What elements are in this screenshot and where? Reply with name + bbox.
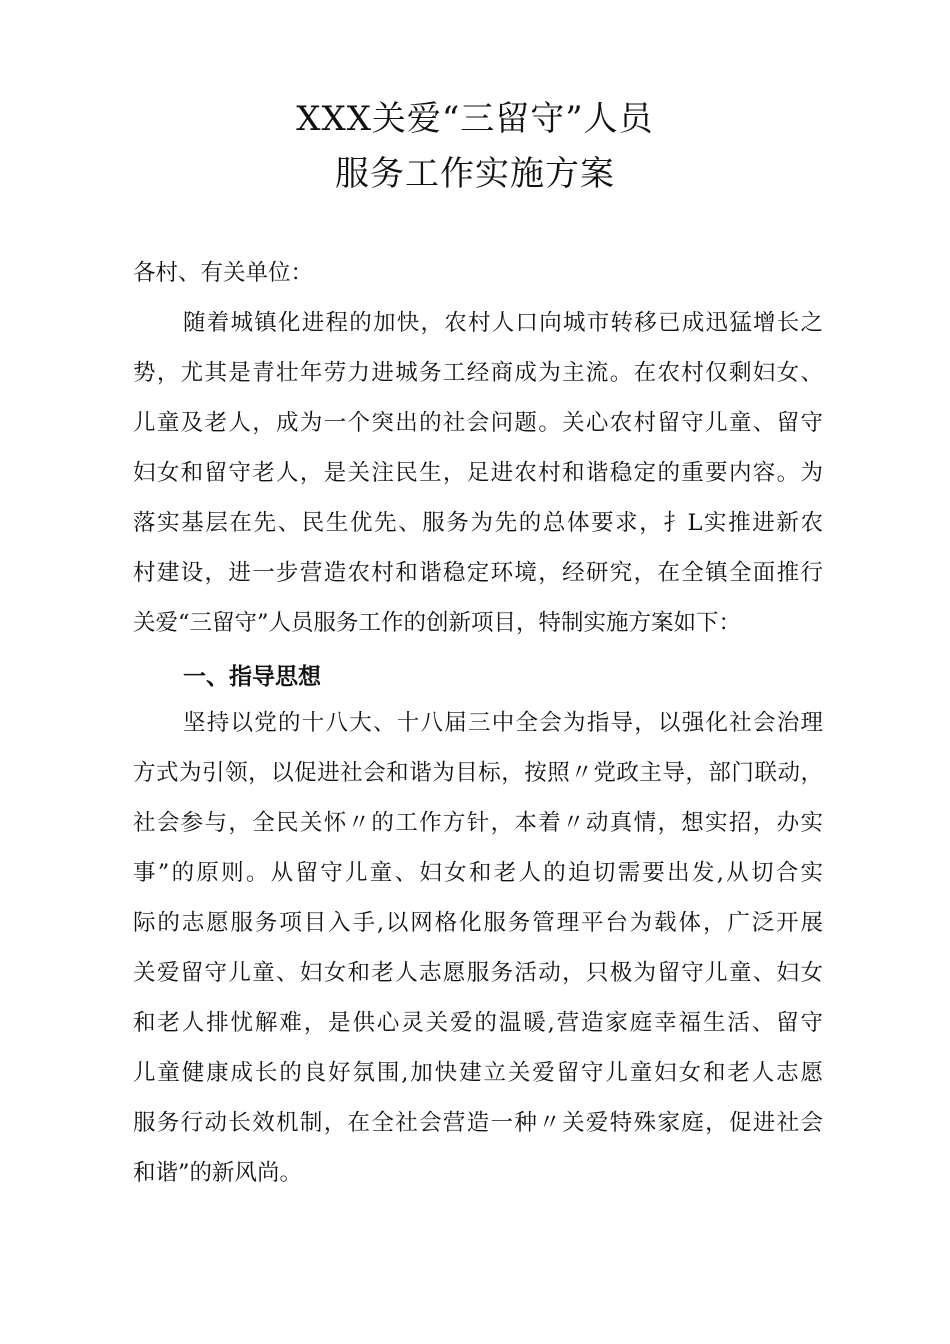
section-line: 事”的原则。从留守儿童、妇女和老人的迫切需要出发,从切合实 (133, 860, 823, 886)
section-line: 和谐”的新风尚。 (133, 1160, 303, 1186)
section-line: 和老人排忧解难，是供心灵关爱的温暖,营造家庭幸福生活、留守 (133, 1010, 823, 1036)
section-line: 社会参与，全民关怀〃的工作方针，本着〃动真情，想实招，办实 (133, 810, 823, 836)
intro-line: 关爱“三留守”人员服务工作的创新项目，特制实施方案如下： (133, 610, 742, 636)
section-line: 方式为引领，以促进社会和谐为目标，按照〃党政主导，部门联动， (133, 760, 823, 786)
document-title-line-2: 服务工作实施方案 (335, 154, 615, 194)
section-line: 儿童健康成长的良好氛围,加快建立关爱留守儿童妇女和老人志愿 (133, 1060, 823, 1086)
section-line: 服务行动长效机制，在全社会营造一种〃关爱特殊家庭，促进社会 (133, 1110, 823, 1136)
intro-line: 村建设，进一步营造农村和谐稳定环境，经研究，在全镇全面推行 (133, 560, 823, 586)
document-title-line-1: XXX关爱“三留守”人员 (296, 99, 654, 139)
salutation: 各村、有关单位： (133, 260, 314, 286)
intro-line: 势，尤其是青壮年劳力进城务工经商成为主流。在农村仅剩妇女、 (133, 360, 823, 386)
section-heading: 一、指导思想 (183, 664, 321, 690)
intro-line: 儿童及老人，成为一个突出的社会问题。关心农村留守儿童、留守 (133, 410, 823, 436)
section-line: 关爱留守儿童、妇女和老人志愿服务活动，只极为留守儿童、妇女 (133, 960, 823, 986)
section-line: 际的志愿服务项目入手,以网格化服务管理平台为载体，广泛开展 (133, 910, 823, 936)
intro-line: 随着城镇化进程的加快，农村人口向城市转移已成迅猛增长之 (183, 310, 823, 336)
section-line: 坚持以党的十八大、十八届三中全会为指导，以强化社会治理 (183, 710, 823, 736)
intro-line: 落实基层在先、民生优先、服务为先的总体要求，扌L实推进新农 (133, 510, 823, 536)
intro-line: 妇女和留守老人，是关注民生，足进农村和谐稳定的重要内容。为 (133, 460, 823, 486)
